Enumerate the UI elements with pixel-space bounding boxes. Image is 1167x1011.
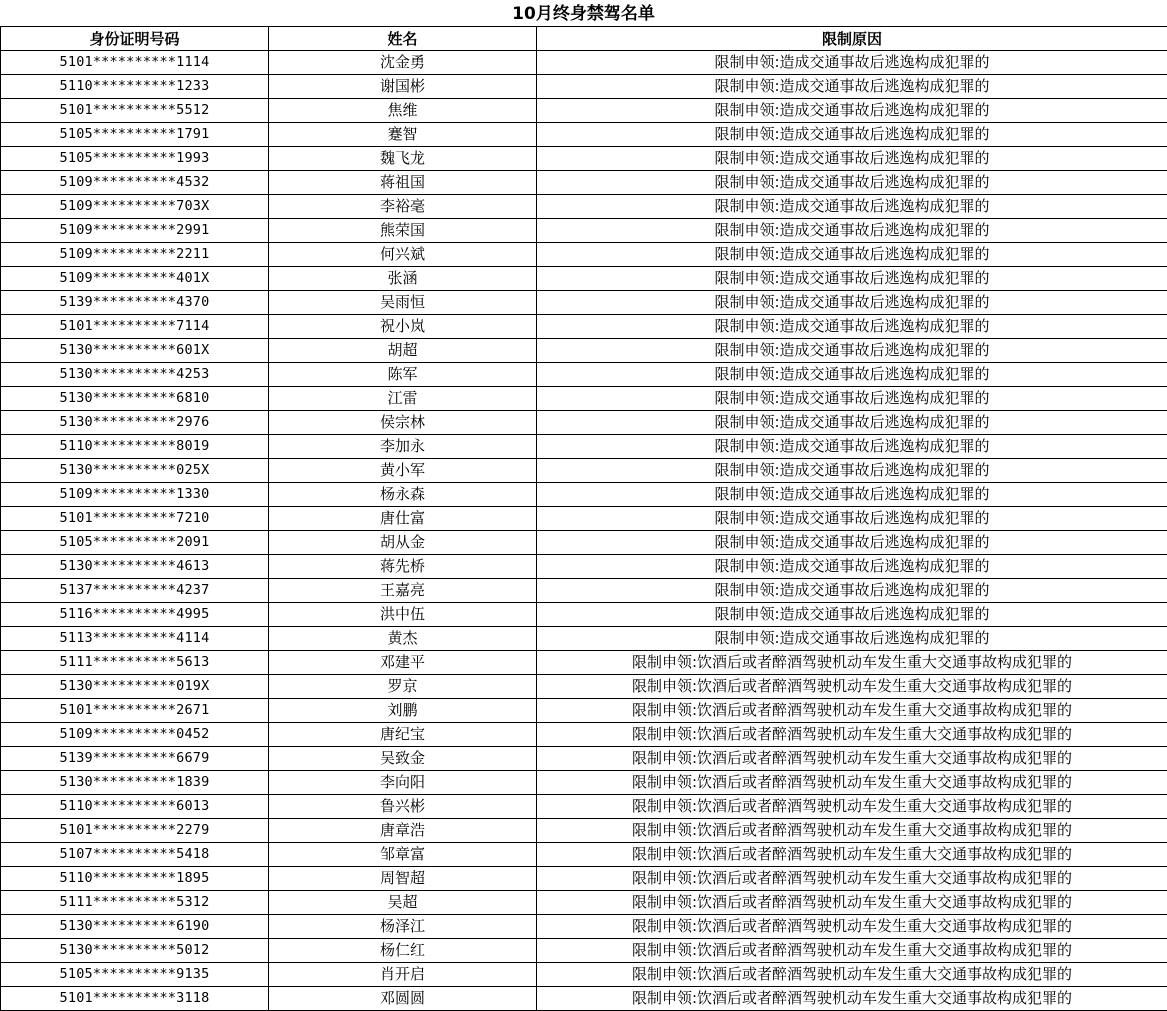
name-cell: 魏飞龙	[269, 147, 537, 171]
table-row	[1, 291, 1167, 315]
table-row	[1, 747, 1167, 771]
table-row	[1, 963, 1167, 987]
id-cell: 5116**********4995	[1, 603, 269, 627]
id-cell: 5101**********7210	[1, 507, 269, 531]
id-cell: 5110**********8019	[1, 435, 269, 459]
name-cell: 胡超	[269, 339, 537, 363]
table-row	[1, 267, 1167, 291]
reason-cell: 限制申领:造成交通事故后逃逸构成犯罪的	[537, 171, 1167, 195]
name-cell: 蒋先桥	[269, 555, 537, 579]
name-cell: 黄杰	[269, 627, 537, 651]
name-cell: 唐仕富	[269, 507, 537, 531]
table-row	[1, 459, 1167, 483]
reason-cell: 限制申领:造成交通事故后逃逸构成犯罪的	[537, 315, 1167, 339]
name-cell: 张涵	[269, 267, 537, 291]
id-cell: 5110**********1233	[1, 75, 269, 99]
table-row	[1, 387, 1167, 411]
reason-cell: 限制申领:饮酒后或者醉酒驾驶机动车发生重大交通事故构成犯罪的	[537, 723, 1167, 747]
name-cell: 罗京	[269, 675, 537, 699]
table-row	[1, 171, 1167, 195]
id-cell: 5109**********4532	[1, 171, 269, 195]
name-cell: 李加永	[269, 435, 537, 459]
reason-cell: 限制申领:饮酒后或者醉酒驾驶机动车发生重大交通事故构成犯罪的	[537, 771, 1167, 795]
id-cell: 5101**********2279	[1, 819, 269, 843]
id-cell: 5130**********6190	[1, 915, 269, 939]
reason-cell: 限制申领:造成交通事故后逃逸构成犯罪的	[537, 363, 1167, 387]
id-cell: 5113**********4114	[1, 627, 269, 651]
reason-cell: 限制申领:造成交通事故后逃逸构成犯罪的	[537, 243, 1167, 267]
name-cell: 谢国彬	[269, 75, 537, 99]
reason-cell: 限制申领:造成交通事故后逃逸构成犯罪的	[537, 75, 1167, 99]
id-cell: 5109**********703X	[1, 195, 269, 219]
table-body	[1, 51, 1167, 1011]
reason-cell: 限制申领:造成交通事故后逃逸构成犯罪的	[537, 123, 1167, 147]
id-cell: 5109**********1330	[1, 483, 269, 507]
reason-cell: 限制申领:饮酒后或者醉酒驾驶机动车发生重大交通事故构成犯罪的	[537, 963, 1167, 987]
name-cell: 焦维	[269, 99, 537, 123]
column-header-name: 姓名	[269, 27, 537, 51]
ban-list-table	[0, 26, 1167, 1011]
name-cell: 王嘉亮	[269, 579, 537, 603]
id-cell: 5139**********6679	[1, 747, 269, 771]
reason-cell: 限制申领:饮酒后或者醉酒驾驶机动车发生重大交通事故构成犯罪的	[537, 675, 1167, 699]
reason-cell: 限制申领:饮酒后或者醉酒驾驶机动车发生重大交通事故构成犯罪的	[537, 915, 1167, 939]
reason-cell: 限制申领:饮酒后或者醉酒驾驶机动车发生重大交通事故构成犯罪的	[537, 891, 1167, 915]
table-row	[1, 243, 1167, 267]
name-cell: 蹇智	[269, 123, 537, 147]
name-cell: 侯宗林	[269, 411, 537, 435]
table-header-row	[1, 27, 1167, 51]
table-row	[1, 555, 1167, 579]
table-row	[1, 939, 1167, 963]
id-cell: 5101**********7114	[1, 315, 269, 339]
reason-cell: 限制申领:饮酒后或者醉酒驾驶机动车发生重大交通事故构成犯罪的	[537, 939, 1167, 963]
table-row	[1, 123, 1167, 147]
name-cell: 吴致金	[269, 747, 537, 771]
reason-cell: 限制申领:造成交通事故后逃逸构成犯罪的	[537, 507, 1167, 531]
table-row	[1, 699, 1167, 723]
name-cell: 杨泽江	[269, 915, 537, 939]
table-row	[1, 915, 1167, 939]
name-cell: 吴雨恒	[269, 291, 537, 315]
table-row	[1, 627, 1167, 651]
id-cell: 5105**********1791	[1, 123, 269, 147]
name-cell: 江雷	[269, 387, 537, 411]
reason-cell: 限制申领:造成交通事故后逃逸构成犯罪的	[537, 435, 1167, 459]
name-cell: 邓圆圆	[269, 987, 537, 1011]
name-cell: 陈军	[269, 363, 537, 387]
reason-cell: 限制申领:饮酒后或者醉酒驾驶机动车发生重大交通事故构成犯罪的	[537, 795, 1167, 819]
reason-cell: 限制申领:造成交通事故后逃逸构成犯罪的	[537, 387, 1167, 411]
name-cell: 鲁兴彬	[269, 795, 537, 819]
table-row	[1, 723, 1167, 747]
table-row	[1, 99, 1167, 123]
id-cell: 5130**********025X	[1, 459, 269, 483]
name-cell: 李裕毫	[269, 195, 537, 219]
name-cell: 吴超	[269, 891, 537, 915]
id-cell: 5107**********5418	[1, 843, 269, 867]
id-cell: 5137**********4237	[1, 579, 269, 603]
column-header-id: 身份证明号码	[1, 27, 269, 51]
id-cell: 5105**********9135	[1, 963, 269, 987]
table-row	[1, 675, 1167, 699]
id-cell: 5110**********6013	[1, 795, 269, 819]
name-cell: 沈金勇	[269, 51, 537, 75]
name-cell: 唐纪宝	[269, 723, 537, 747]
table-row	[1, 771, 1167, 795]
name-cell: 洪中伍	[269, 603, 537, 627]
table-row	[1, 795, 1167, 819]
table-row	[1, 531, 1167, 555]
reason-cell: 限制申领:饮酒后或者醉酒驾驶机动车发生重大交通事故构成犯罪的	[537, 747, 1167, 771]
name-cell: 胡从金	[269, 531, 537, 555]
table-row	[1, 339, 1167, 363]
reason-cell: 限制申领:饮酒后或者醉酒驾驶机动车发生重大交通事故构成犯罪的	[537, 987, 1167, 1011]
id-cell: 5109**********401X	[1, 267, 269, 291]
table-row	[1, 75, 1167, 99]
name-cell: 杨永森	[269, 483, 537, 507]
table-row	[1, 891, 1167, 915]
name-cell: 邓建平	[269, 651, 537, 675]
table-row	[1, 411, 1167, 435]
reason-cell: 限制申领:饮酒后或者醉酒驾驶机动车发生重大交通事故构成犯罪的	[537, 867, 1167, 891]
table-row	[1, 819, 1167, 843]
id-cell: 5109**********2991	[1, 219, 269, 243]
reason-cell: 限制申领:饮酒后或者醉酒驾驶机动车发生重大交通事故构成犯罪的	[537, 843, 1167, 867]
table-row	[1, 843, 1167, 867]
reason-cell: 限制申领:造成交通事故后逃逸构成犯罪的	[537, 531, 1167, 555]
id-cell: 5105**********2091	[1, 531, 269, 555]
name-cell: 何兴斌	[269, 243, 537, 267]
reason-cell: 限制申领:造成交通事故后逃逸构成犯罪的	[537, 147, 1167, 171]
reason-cell: 限制申领:造成交通事故后逃逸构成犯罪的	[537, 195, 1167, 219]
name-cell: 祝小岚	[269, 315, 537, 339]
id-cell: 5101**********1114	[1, 51, 269, 75]
table-row	[1, 363, 1167, 387]
table-row	[1, 483, 1167, 507]
reason-cell: 限制申领:造成交通事故后逃逸构成犯罪的	[537, 603, 1167, 627]
table-row	[1, 603, 1167, 627]
id-cell: 5109**********2211	[1, 243, 269, 267]
table-row	[1, 507, 1167, 531]
name-cell: 周智超	[269, 867, 537, 891]
table-row	[1, 147, 1167, 171]
table-row	[1, 651, 1167, 675]
table-row	[1, 435, 1167, 459]
name-cell: 李向阳	[269, 771, 537, 795]
id-cell: 5105**********1993	[1, 147, 269, 171]
reason-cell: 限制申领:造成交通事故后逃逸构成犯罪的	[537, 99, 1167, 123]
name-cell: 刘鹏	[269, 699, 537, 723]
table-row	[1, 219, 1167, 243]
reason-cell: 限制申领:造成交通事故后逃逸构成犯罪的	[537, 627, 1167, 651]
reason-cell: 限制申领:造成交通事故后逃逸构成犯罪的	[537, 579, 1167, 603]
id-cell: 5130**********019X	[1, 675, 269, 699]
reason-cell: 限制申领:造成交通事故后逃逸构成犯罪的	[537, 291, 1167, 315]
id-cell: 5101**********5512	[1, 99, 269, 123]
id-cell: 5101**********2671	[1, 699, 269, 723]
reason-cell: 限制申领:造成交通事故后逃逸构成犯罪的	[537, 339, 1167, 363]
column-header-reason: 限制原因	[537, 27, 1167, 51]
id-cell: 5130**********5012	[1, 939, 269, 963]
reason-cell: 限制申领:饮酒后或者醉酒驾驶机动车发生重大交通事故构成犯罪的	[537, 651, 1167, 675]
id-cell: 5111**********5613	[1, 651, 269, 675]
table-row	[1, 315, 1167, 339]
id-cell: 5139**********4370	[1, 291, 269, 315]
id-cell: 5109**********0452	[1, 723, 269, 747]
name-cell: 唐章浩	[269, 819, 537, 843]
id-cell: 5130**********4253	[1, 363, 269, 387]
name-cell: 熊荣国	[269, 219, 537, 243]
name-cell: 黄小军	[269, 459, 537, 483]
reason-cell: 限制申领:造成交通事故后逃逸构成犯罪的	[537, 267, 1167, 291]
reason-cell: 限制申领:造成交通事故后逃逸构成犯罪的	[537, 219, 1167, 243]
id-cell: 5130**********4613	[1, 555, 269, 579]
name-cell: 邹章富	[269, 843, 537, 867]
reason-cell: 限制申领:造成交通事故后逃逸构成犯罪的	[537, 411, 1167, 435]
id-cell: 5130**********601X	[1, 339, 269, 363]
name-cell: 蒋祖国	[269, 171, 537, 195]
reason-cell: 限制申领:造成交通事故后逃逸构成犯罪的	[537, 483, 1167, 507]
table-row	[1, 51, 1167, 75]
id-cell: 5111**********5312	[1, 891, 269, 915]
page-title: 10月终身禁驾名单	[512, 4, 655, 24]
table-row	[1, 867, 1167, 891]
id-cell: 5130**********6810	[1, 387, 269, 411]
id-cell: 5110**********1895	[1, 867, 269, 891]
name-cell: 肖开启	[269, 963, 537, 987]
reason-cell: 限制申领:饮酒后或者醉酒驾驶机动车发生重大交通事故构成犯罪的	[537, 699, 1167, 723]
table-row	[1, 579, 1167, 603]
reason-cell: 限制申领:造成交通事故后逃逸构成犯罪的	[537, 555, 1167, 579]
name-cell: 杨仁红	[269, 939, 537, 963]
table-row	[1, 195, 1167, 219]
reason-cell: 限制申领:饮酒后或者醉酒驾驶机动车发生重大交通事故构成犯罪的	[537, 819, 1167, 843]
table-row	[1, 987, 1167, 1011]
reason-cell: 限制申领:造成交通事故后逃逸构成犯罪的	[537, 459, 1167, 483]
reason-cell: 限制申领:造成交通事故后逃逸构成犯罪的	[537, 51, 1167, 75]
id-cell: 5130**********2976	[1, 411, 269, 435]
id-cell: 5130**********1839	[1, 771, 269, 795]
id-cell: 5101**********3118	[1, 987, 269, 1011]
